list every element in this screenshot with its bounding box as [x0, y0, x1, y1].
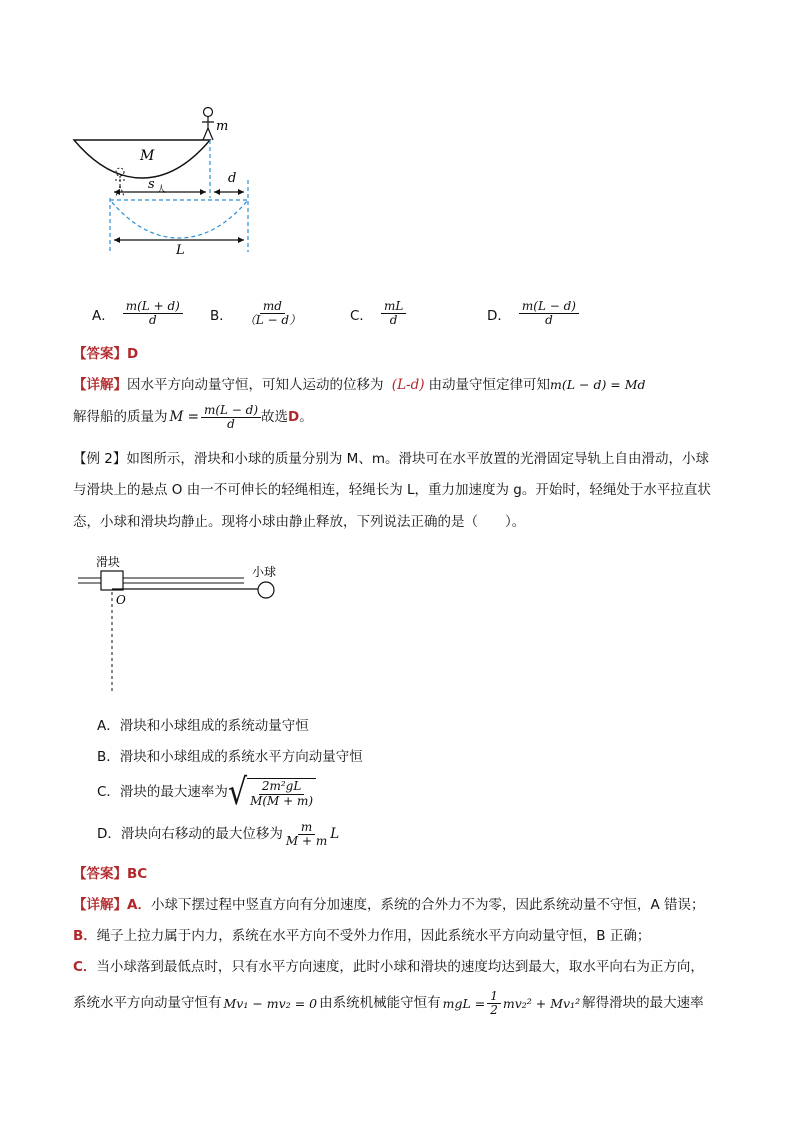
half-fraction: $\frac{1}{2}$	[487, 990, 501, 1017]
option-fraction: $\frac{md}{(L - d)}$	[243, 299, 302, 328]
option-letter: A．	[92, 307, 115, 324]
q1-option-a	[92, 300, 183, 327]
label-s-sub: 人	[157, 185, 167, 195]
label-pivot: O	[116, 593, 126, 607]
label-slider: 滑块	[96, 555, 121, 569]
q2-option-a: A．滑块和小球组成的系统动量守恒	[97, 718, 309, 734]
option-letter: D．	[487, 307, 511, 324]
q2-option-b: B．滑块和小球组成的系统水平方向动量守恒	[97, 749, 363, 765]
option-letter: C．	[350, 307, 373, 324]
option-fraction: $\frac{m(L - d)}{d}$	[519, 300, 579, 327]
q2-option-c: C．滑块的最大速率为 √ $\frac{\text{2m²gL}}{M(M + m)}$	[97, 778, 316, 808]
sqrt-expression: √ $\frac{\text{2m²gL}}{M(M + m)}$	[228, 778, 316, 808]
equation-momentum: m(L − d) = Md	[550, 377, 646, 392]
label-ball: 小球	[252, 565, 277, 579]
energy-equation: mv₂² + Mv₁²	[502, 995, 581, 1011]
q1-option-b	[210, 300, 304, 327]
q2-answer: 【答案】BC	[73, 866, 148, 882]
q1-answer: 【答案】D	[73, 346, 139, 362]
example2-line1: 【例 2】如图所示，滑块和小球的质量分别为 M、m。滑块可在水平放置的光滑固定导轨上自由滑动，小球	[73, 451, 709, 467]
option-letter: B．	[210, 307, 233, 324]
slider-ball-diagram	[74, 552, 289, 697]
displacement-fraction: $\frac{m}{M + m}$	[285, 820, 328, 849]
q1-option-c	[350, 300, 406, 327]
displacement: (L-d)	[391, 377, 425, 393]
option-fraction: $\frac{mL}{d}$	[381, 300, 406, 327]
q2-detail-b: B．绳子上拉力属于内力，系统在水平方向不受外力作用，因此系统水平方向动量守恒，B 正确；	[73, 928, 651, 944]
label-L: L	[176, 243, 185, 258]
example2-line2: 与滑块上的悬点 O 由一不可伸长的轻绳相连，轻绳长为 L，重力加速度为 g。开始时，轻绳处于水平拉直状	[73, 482, 711, 498]
label-d: d	[228, 171, 237, 186]
boat-diagram	[68, 100, 268, 260]
q1-detail-line1: 【详解】因水平方向动量守恒，可知人运动的位移为 (L-d) 由动量守恒定律可知m(L − d) = Md	[73, 377, 646, 393]
example2-line3: 态，小球和滑块均静止。现将小球由静止释放，下列说法正确的是（ ）。	[73, 514, 526, 530]
q2-option-d: D．滑块向右移动的最大位移为 $\frac{m}{M + m}$ L	[97, 820, 340, 849]
label-s: s	[148, 177, 155, 192]
momentum-equation: Mv₁ − mv₂ = 0	[223, 995, 318, 1011]
q1-option-d	[487, 300, 579, 327]
label-m: m	[216, 119, 229, 134]
option-fraction: $\frac{m(L + d)}{d}$	[123, 300, 183, 327]
q2-detail-c: C．当小球落到最低点时，只有水平方向速度，此时小球和滑块的速度均达到最大，取水平向右为正方向，	[73, 959, 704, 975]
label-M: M	[140, 148, 155, 164]
q1-detail-line2: 解得船的质量为 M = $\frac{m(L - d)}{d}$ 故选 D 。	[73, 403, 313, 432]
mass-fraction: $\frac{m(L - d)}{d}$	[201, 404, 261, 431]
q2-detail-c2: 系统水平方向动量守恒有 Mv₁ − mv₂ = 0 由系统机械能守恒有 mgL = $\frac{1}{2}$ mv₂² + Mv₁² 解得滑块的最大速率	[73, 989, 704, 1018]
q2-detail-a: 【详解】A．小球下摆过程中竖直方向有分加速度，系统的合外力不为零，因此系统动量不守恒，A 错误；	[73, 897, 705, 913]
